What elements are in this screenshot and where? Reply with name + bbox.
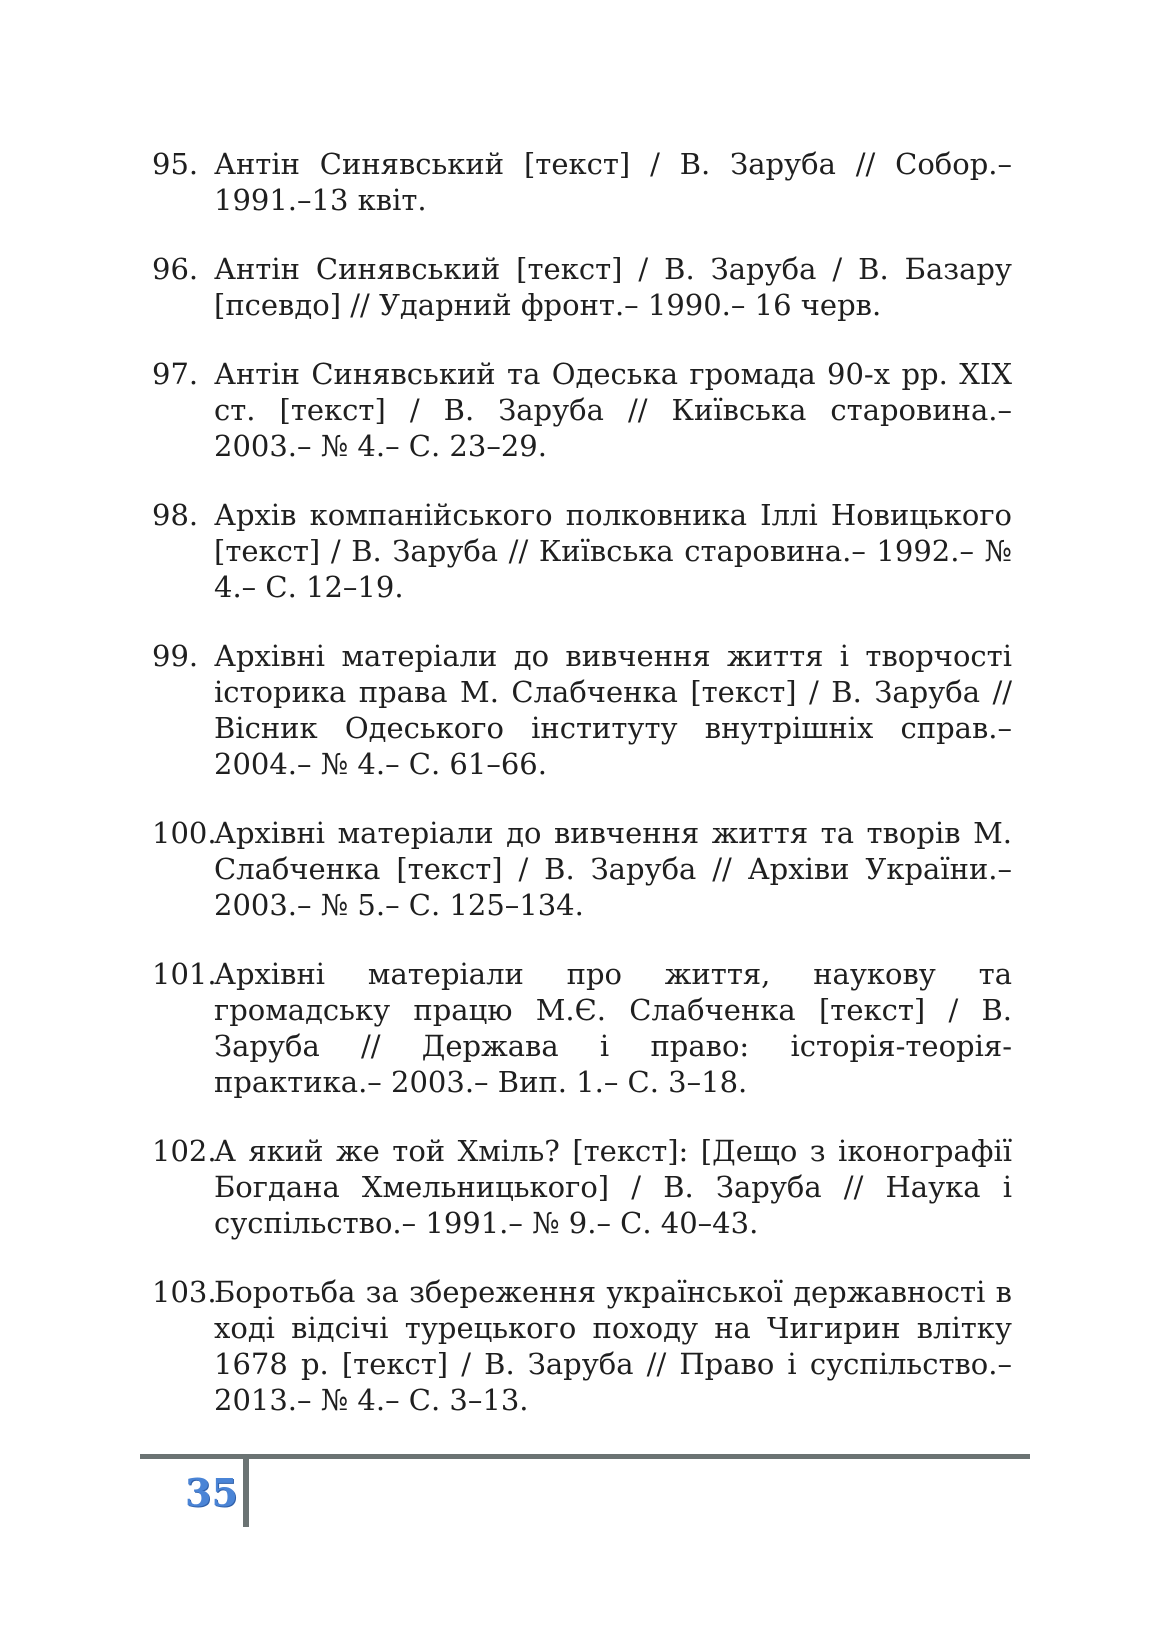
footer-rule bbox=[140, 1454, 1030, 1459]
entry-text: Антін Синявський [текст] / В. Заруба / В. Базару [псевдо] // Ударний фронт.– 1990.– 16 черв. bbox=[214, 252, 1012, 322]
bibliography-entry bbox=[152, 956, 1012, 1100]
entry-text: Архів компанійського полковника Іллі Новицького [текст] / В. Заруба // Київська старовина.– 1992.– № 4.– С. 12–19. bbox=[214, 498, 1012, 604]
bibliography-entry bbox=[152, 815, 1012, 923]
bibliography-entry bbox=[152, 497, 1012, 605]
bibliography-entry bbox=[152, 1274, 1012, 1418]
bibliography-entry bbox=[152, 638, 1012, 782]
entry-number: 98. bbox=[152, 498, 199, 532]
entry-text: Архівні матеріали про життя, наукову та громадську працю М.Є. Слабченка [текст] / В. Заруба // Держава і право: історія-теорія-практика.– 2003.– Вип. 1.– С. 3–18. bbox=[214, 957, 1012, 1099]
footer-divider bbox=[243, 1454, 249, 1527]
entry-number: 99. bbox=[152, 639, 199, 673]
page-number: 35 bbox=[185, 1470, 238, 1515]
entry-text: Архівні матеріали до вивчення життя і творчості історика права М. Слабченка [текст] / В. Заруба // Вісник Одеського інституту внутрішніх справ.– 2004.– № 4.– С. 61–66. bbox=[214, 639, 1012, 781]
bibliography-entry bbox=[152, 251, 1012, 323]
entry-text: Боротьба за збереження української державності в ході відсічі турецького походу на Чигирин влітку 1678 р. [текст] / В. Заруба // Право і суспільство.– 2013.– № 4.– С. 3–13. bbox=[214, 1275, 1012, 1417]
entry-number: 103. bbox=[152, 1275, 217, 1309]
entry-number: 100. bbox=[152, 816, 217, 850]
entry-text: Архівні матеріали до вивчення життя та творів М. Слабченка [текст] / В. Заруба // Архіви України.– 2003.– № 5.– С. 125–134. bbox=[214, 816, 1012, 922]
bibliography-list bbox=[152, 146, 1012, 1451]
bibliography-entry bbox=[152, 1133, 1012, 1241]
entry-text: Антін Синявський та Одеська громада 90-х рр. XIX ст. [текст] / В. Заруба // Київська старовина.– 2003.– № 4.– С. 23–29. bbox=[214, 357, 1012, 463]
entry-number: 96. bbox=[152, 252, 199, 286]
entry-number: 102. bbox=[152, 1134, 217, 1168]
bibliography-entry bbox=[152, 146, 1012, 218]
entry-text: А який же той Хміль? [текст]: [Дещо з іконографії Богдана Хмельницького] / В. Заруба // Наука і суспільство.– 1991.– № 9.– С. 40–43. bbox=[214, 1134, 1012, 1240]
entry-number: 95. bbox=[152, 147, 199, 181]
entry-number: 97. bbox=[152, 357, 199, 391]
entry-text: Антін Синявський [текст] / В. Заруба // Собор.– 1991.–13 квіт. bbox=[214, 147, 1012, 217]
bibliography-entry bbox=[152, 356, 1012, 464]
entry-number: 101. bbox=[152, 957, 217, 991]
